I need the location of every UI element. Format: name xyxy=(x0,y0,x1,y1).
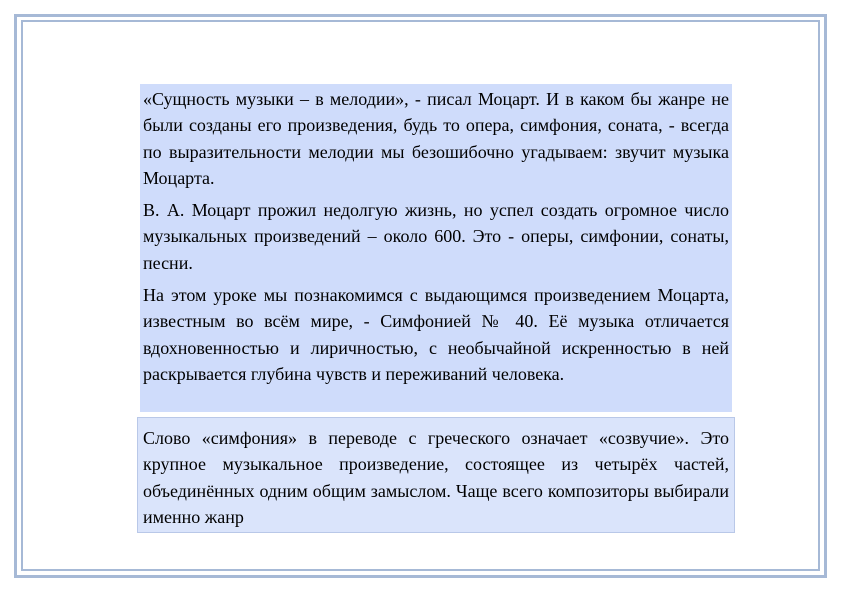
paragraph-symphony-40: На этом уроке мы познакомимся с выдающимся произведением Моцарта, известным во всём мире, - Симфонией № 40. Её музыка отличается вдохновенностью и лиричностью, с необычайной искренностью в ней раскрывается глубина чувств и переживаний человека. xyxy=(143,285,729,384)
secondary-text-block xyxy=(137,417,735,533)
paragraph-mozart-melody: «Сущность музыки – в мелодии», - писал Моцарт. И в каком бы жанре не были созданы его произведения, будь то опера, симфония, соната, - всегда по выразительности мелодии мы безошибочно угадываем: звучит музыка Моцарта. xyxy=(143,89,729,188)
paragraph-symphony-definition: Слово «симфония» в переводе с греческого означает «созвучие». Это крупное музыкальное произведение, состоящее из четырёх частей, объединённых одним общим замыслом. Чаще всего композиторы выбирали именно жанр xyxy=(143,428,729,527)
paragraph-mozart-works: В. А. Моцарт прожил недолгую жизнь, но успел создать огромное число музыкальных произведений – около 600. Это - оперы, симфонии, сонаты, песни. xyxy=(143,200,729,273)
main-text-block xyxy=(140,84,732,412)
